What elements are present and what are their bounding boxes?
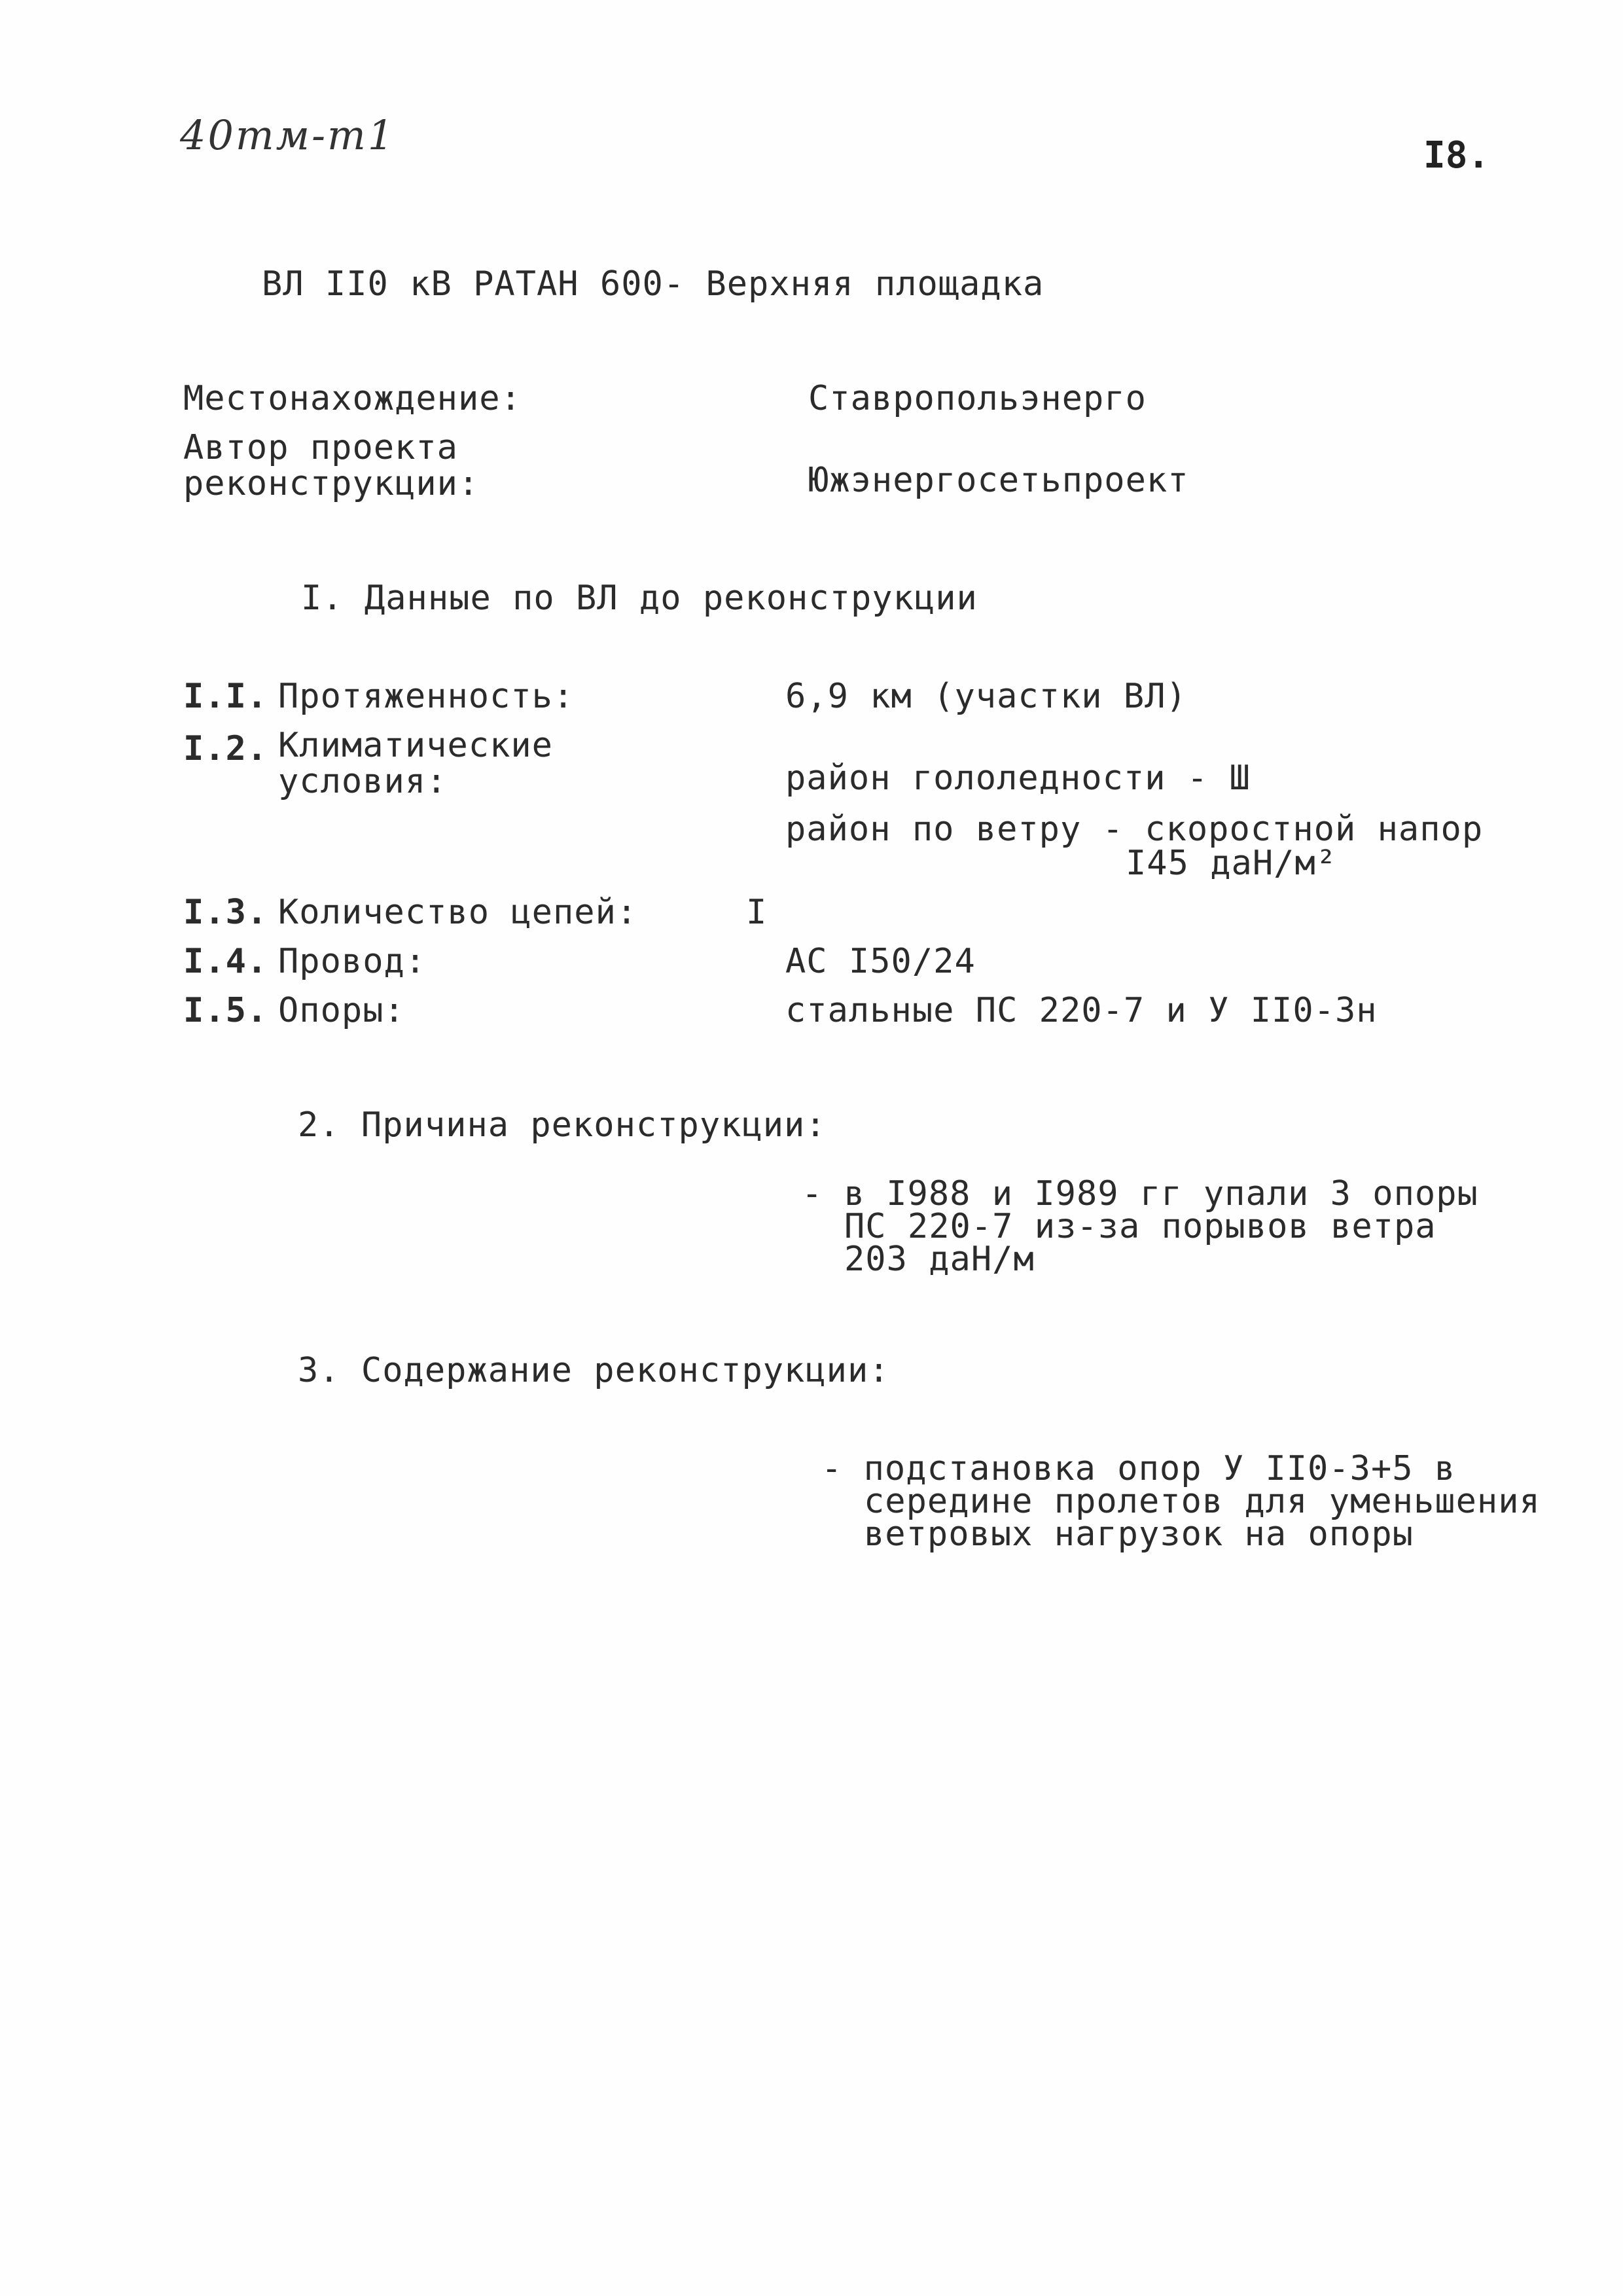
author-label-line1: Автор проекта	[183, 428, 458, 467]
location-value: Ставропольэнерго	[808, 379, 1147, 418]
section3-line2: середине пролетов для уменьшения	[864, 1482, 1541, 1521]
author-value: Южэнергосетьпроект	[808, 461, 1189, 500]
item-1-3-value: I	[746, 893, 768, 932]
section2-line3: 203 даН/м	[844, 1240, 1035, 1279]
item-1-5-label: Опоры:	[278, 991, 405, 1030]
item-1-5-value: стальные ПС 220-7 и У II0-3н	[785, 991, 1378, 1030]
item-1-2-value-line2: район по ветру - скоростной напор	[785, 810, 1484, 849]
handwritten-code: 40тм-т1	[180, 111, 396, 159]
author-label-line2: реконструкции:	[183, 464, 480, 503]
item-1-2-label-line2: условия:	[278, 762, 448, 801]
section3-line1: - подстановка опор У II0-3+5 в	[821, 1449, 1456, 1488]
item-1-3-label: Количество цепей:	[278, 893, 638, 932]
item-1-1-label: Протяженность:	[278, 677, 575, 716]
item-1-3-number: I.3.	[183, 893, 268, 932]
item-1-2-value-line1: район гололедности - Ш	[785, 759, 1251, 798]
page-number: I8.	[1423, 134, 1490, 177]
section2-heading: 2. Причина реконструкции:	[298, 1105, 827, 1145]
item-1-1-number: I.I.	[183, 677, 268, 716]
item-1-2-value-line3: I45 даН/м²	[1126, 844, 1338, 883]
section3-line3: ветровых нагрузок на опоры	[864, 1515, 1414, 1554]
section2-line2: ПС 220-7 из-за порывов ветра	[844, 1207, 1436, 1246]
item-1-1-value: 6,9 км (участки ВЛ)	[785, 677, 1187, 716]
item-1-2-number: I.2.	[183, 729, 268, 768]
item-1-4-number: I.4.	[183, 942, 268, 981]
item-1-4-value: АС I50/24	[785, 942, 976, 981]
section2-line1: - в I988 и I989 гг упали 3 опоры	[802, 1174, 1478, 1213]
document-title: ВЛ II0 кВ РАТАН 600- Верхняя площадка	[262, 264, 1044, 304]
section1-heading: I. Данные по ВЛ до реконструкции	[301, 579, 978, 618]
item-1-5-number: I.5.	[183, 991, 268, 1030]
location-label: Местонахождение:	[183, 379, 522, 418]
item-1-2-label-line1: Климатические	[278, 726, 553, 765]
section3-heading: 3. Содержание реконструкции:	[298, 1351, 890, 1390]
item-1-4-label: Провод:	[278, 942, 427, 981]
